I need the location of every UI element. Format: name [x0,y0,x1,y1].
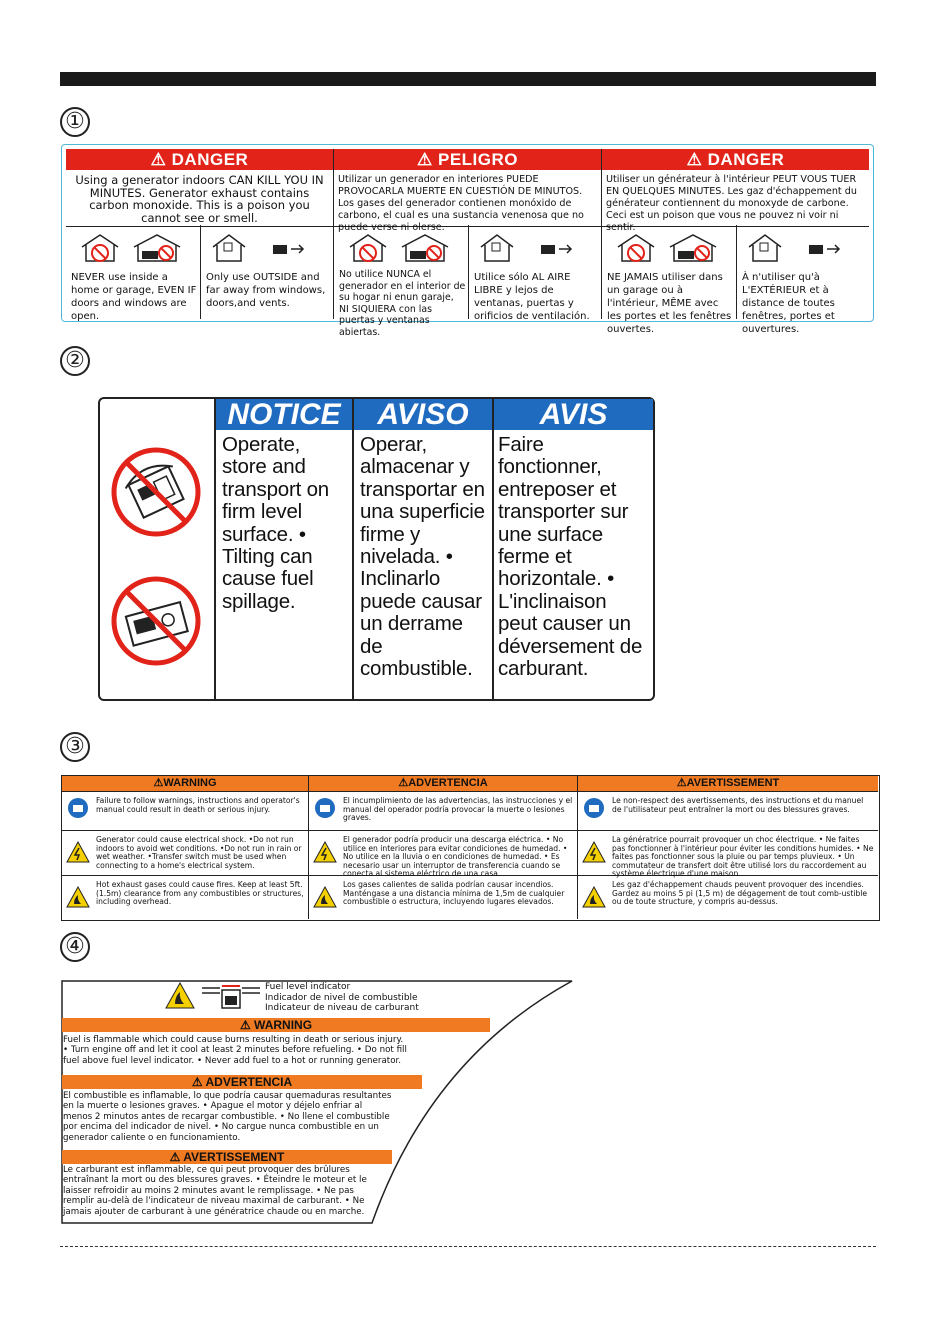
warning-row [62,831,308,876]
section-number-3: ③ [60,732,90,762]
danger-outdoor-text-fr: À n'utiliser qu'à L'EXTÉRIEUR et à distance de toutes fenêtres, portes et ouvertures. [742,272,835,335]
house-generator-prohibited-icon [348,233,388,263]
footer-dashed-rule [60,1246,876,1247]
danger-header-es: ⚠ PELIGRO [334,149,601,170]
notice-text-es: Operar, almacenar y transportar en una superficie firme y nivelada. • Inclinarlo puede causar un derrame de combustible. [360,433,485,681]
notice-header-en: NOTICE [216,399,352,430]
garage-generator-prohibited-icon [668,233,718,263]
garage-generator-prohibited-icon [400,233,450,263]
header-rule [60,72,876,86]
fuel-label [60,979,580,1225]
tilted-generator-prohibited-icon [110,446,202,538]
warning-triangle-icon: ⚠ [417,150,433,169]
indicator-label-es: Indicador de nivel de combustible [265,992,418,1003]
fuel-advertencia-header: ⚠ ADVERTENCIA [62,1075,422,1089]
hot-exhaust-fire-icon [66,886,90,908]
danger-message-fr: Utiliser un générateur à l'intérieur PEUT VOUS TUER EN QUELQUES MINUTES. Les gaz d'échappement du générateur contiennent du monoxyde de carbone. Ceci est un poison que vous ne pouvez ni voir ni sentir. [602,170,869,227]
warning-triangle-icon: ⚠ [191,1075,203,1089]
warning-row [62,792,308,831]
read-manual-icon [582,797,606,819]
electric-shock-icon [313,841,337,863]
danger-header-en: ⚠ DANGER [66,149,333,170]
danger-indoor-text-es: No utilice NUNCA el generador en el interior de su hogar ni enun garaje, NI SIQUIERA con las puertas y ventanas abiertas. [339,269,466,338]
notice-column-es [354,399,494,699]
danger-header-fr: ⚠ DANGER [602,149,869,170]
danger-label [61,144,874,338]
electric-shock-icon [582,841,606,863]
fuel-avertissement-text: Le carburant est inflammable, ce qui peut provoquer des brûlures entraînant la mort ou des blessures graves. • Éteindre le moteur et le laisser refroidir au moins 2 minutes avant le remplissage. • Ne pas remplir au-delà de l'indicateur de niveau maximal de carburant. • Ne jamais ajouter de carburant à une génératrice chaude ou en marche. [63,1165,367,1217]
notice-column-fr [494,399,653,699]
fuel-gauge-icon [200,984,262,1010]
warning-row [309,831,577,879]
warning-column-en [62,776,309,919]
read-manual-icon [313,797,337,819]
notice-header-es: AVISO [354,399,492,430]
section-number-2: ② [60,346,90,376]
notice-column-en [216,399,354,699]
warning-triangle-icon: ⚠ [676,777,687,789]
house-generator-distance-icon [211,233,311,263]
notice-text-fr: Faire fonctionner, entreposer et transporter sur une surface ferme et horizontale. • L'inclinaison peut causer un déversement de carburant. [498,433,643,681]
warning-text-es-2: El generador podría producir una descarga eléctrica. • No utilice en interiores para evitar condiciones de humedad. • No utilice en la lluvia o en condiciones de humedad. • Es necesario usar un interruptor de transferencia cuando se conecta al sistema eléctrico de una casa. [343,835,568,879]
garage-generator-prohibited-icon [132,233,182,263]
warning-header-fr: ⚠AVERTISSEMENT [578,776,878,792]
danger-message-en: Using a generator indoors CAN KILL YOU IN MINUTES. Generator exhaust contains carbon monoxide. This is a poison you cannot see or smell. [66,170,333,227]
warning-text-fr-3: Les gaz d'échappement chauds peuvent provoquer des incendies. Gardez au moins 5 pi (1,5 m) de dégagement de tout comb-ustible ou de toute structure, y compris au-dessus. [612,880,868,907]
fuel-level-indicator-legend [265,982,419,1014]
indoor-panel-es [334,225,469,338]
warning-column-fr [578,776,878,919]
indoor-panel-fr [602,225,737,335]
notice-label [98,397,655,701]
danger-indoor-text-en: NEVER use inside a home or garage, EVEN IF doors and windows are open. [71,272,197,322]
warning-row [309,876,577,919]
warning-column-es [309,776,578,919]
warning-triangle-icon: ⚠ [239,1018,251,1032]
warning-triangle-icon: ⚠ [398,777,409,789]
warning-text-es-1: El incumplimiento de las advertencias, las instrucciones y el manual del operador podría provocar la muerte o lesiones graves. [343,796,573,823]
warning-header-en: ⚠WARNING [62,776,308,792]
hot-exhaust-fire-icon [313,886,337,908]
house-generator-prohibited-icon [616,233,656,263]
hot-exhaust-fire-icon [582,886,606,908]
outdoor-panel-es [469,225,601,322]
warning-row [578,792,878,831]
warning-row [309,792,577,831]
indicator-label-fr: Indicateur de niveau de carburant [265,1003,419,1013]
fuel-warning-header: ⚠ WARNING [62,1018,490,1032]
danger-outdoor-text-es: Utilice sólo AL AIRE LIBRE y lejos de ventanas, puertas y orificios de ventilación. [474,272,590,322]
warning-triangle-icon: ⚠ [150,150,167,169]
house-generator-distance-icon [479,233,579,263]
warning-triangle-icon: ⚠ [686,150,703,169]
warning-text-en-2: Generator could cause electrical shock. •Do not run indoors to avoid wet conditions. •Do not run in rain or wet weather. •Transfer switch must be used when connecting to a home's electrical system. [96,835,302,870]
sideways-generator-prohibited-icon [110,575,202,667]
warning-row [578,876,878,919]
house-generator-distance-icon [747,233,847,263]
fuel-warning-text: Fuel is flammable which could cause burns resulting in death or serious injury. • Turn engine off and let it cool at least 2 minutes before refueling. • Do not fill fuel above fuel level indicator. • Never add fuel to a hot or running generator. [63,1035,407,1066]
warning-row [62,876,308,919]
fuel-avertissement-header: ⚠ AVERTISSEMENT [62,1150,392,1164]
warning-text-fr-2: La génératrice pourrait provoquer un choc électrique. • Ne faites pas fonctionner à l'intérieur pour éviter les conditions humides. • Ne faites pas fonctionner sous la pluie ou par temps pluvieux. • Un commutateur de transfert doit être utilisé lors du raccordement au système électrique d'une maison. [612,835,874,879]
notice-icon-column [100,399,216,699]
warning-triangle-icon: ⚠ [169,1150,181,1164]
warning-text-fr-1: Le non-respect des avertissements, des instructions et du manuel de l'utilisateur peut entraîner la mort ou des blessures graves. [612,796,864,814]
notice-header-fr: AVIS [494,399,653,430]
danger-column-es [334,149,602,338]
section-number-1: ① [60,107,90,137]
warning-text-en-1: Failure to follow warnings, instructions and operator's manual could result in death or serious injury. [96,796,300,814]
warning-label [61,775,880,921]
danger-indoor-text-fr: NE JAMAIS utiliser dans un garage ou à l'intérieur, MÊME avec les portes et les fenêtres ouvertes. [607,272,732,335]
fuel-fire-hazard-icon [165,982,195,1009]
read-manual-icon [66,797,90,819]
outdoor-panel-en [201,225,333,319]
warning-text-en-3: Hot exhaust gases could cause fires. Keep at least 5ft. (1.5m) clearance from any combustibles or structures, including overhead. [96,880,304,907]
warning-header-es: ⚠ADVERTENCIA [309,776,577,792]
indicator-label-en: Fuel level indicator [265,982,351,992]
outdoor-panel-fr [737,225,869,335]
notice-text-en: Operate, store and transport on firm level surface. • Tilting can cause fuel spillage. [222,433,329,613]
danger-column-en [66,149,334,322]
warning-row [578,831,878,879]
warning-triangle-icon: ⚠ [153,777,164,789]
house-generator-prohibited-icon [80,233,120,263]
fuel-advertencia-text: El combustible es inflamable, lo que podría causar quemaduras resultantes en la muerte o lesiones graves. • Apague el motor y déjelo enfriar al menos 2 minutos antes de recargar combustible. • No llene el combustible por encima del indicador de nivel. • No cargue nunca combustible en un generador caliente o en funcionamiento. [63,1091,392,1143]
electric-shock-icon [66,841,90,863]
indoor-panel-en [66,225,201,322]
danger-column-fr [602,149,869,335]
danger-outdoor-text-en: Only use OUTSIDE and far away from windows, doors,and vents. [206,272,326,309]
danger-message-es: Utilizar un generador en interiores PUEDE PROVOCARLA MUERTE EN CUESTIÓN DE MINUTOS. Los gases del generador contienen monóxido de carbono, el cual es una sustancia venenosa que no puede verse ni olerse. [334,170,601,227]
section-number-4: ④ [60,932,90,962]
warning-text-es-3: Los gases calientes de salida podrían causar incendios. Manténgase a una distancia mínima de 1,5m de cualquier combustible o estructura, incluyendo lugares elevados. [343,880,565,907]
